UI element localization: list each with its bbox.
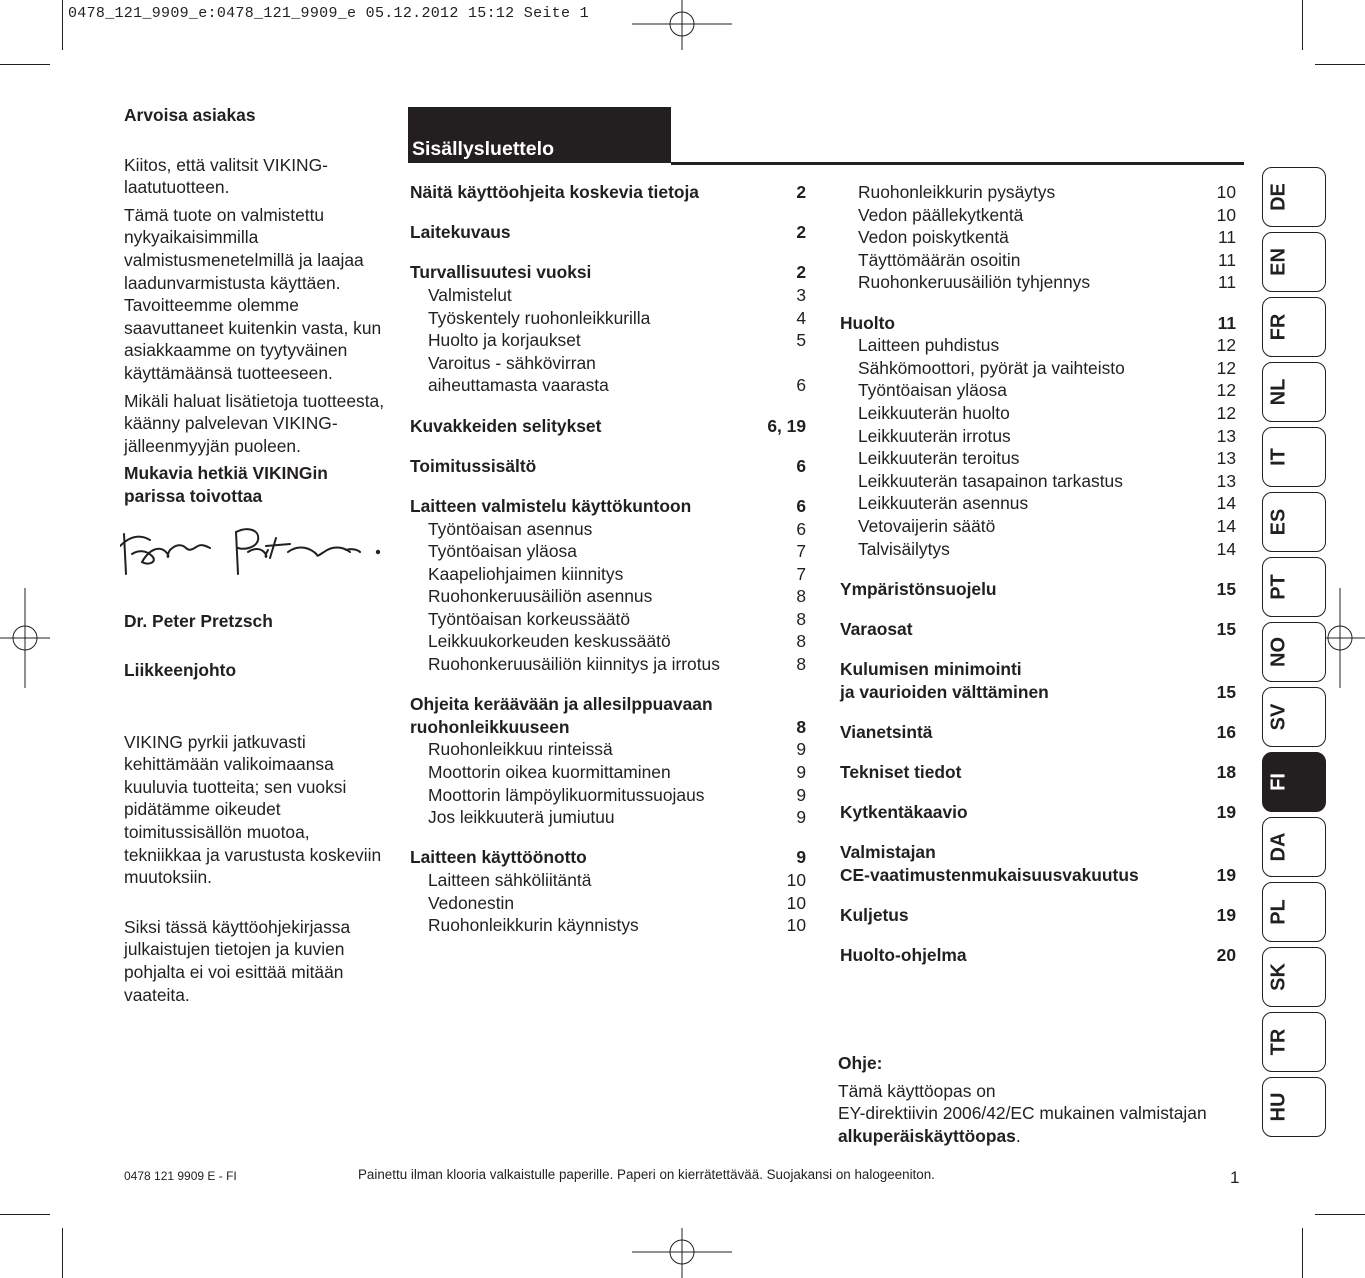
toc-section — [410, 846, 806, 936]
toc-page-number — [776, 693, 806, 716]
toc-entry[interactable] — [840, 425, 1236, 448]
language-tab-label: IT — [1267, 448, 1290, 466]
document-code: 0478 121 9909 E - FI — [124, 1169, 237, 1183]
toc-page-number: 11 — [1217, 227, 1236, 248]
toc-entry-title: Työntöaisan korkeussäätö — [428, 608, 631, 629]
toc-entry[interactable] — [840, 470, 1236, 493]
language-tab-label: NL — [1267, 378, 1290, 406]
toc-page-number: 14 — [1216, 538, 1236, 559]
toc-entry-title: Varoitus - sähkövirran — [428, 352, 596, 373]
toc-entry[interactable] — [410, 540, 806, 563]
toc-entry[interactable] — [840, 447, 1236, 470]
toc-page-number: 10 — [1216, 182, 1236, 202]
toc-page-number: 10 — [786, 892, 806, 913]
toc-entry-title: Laitteen käyttöönotto — [410, 847, 587, 868]
toc-entry[interactable] — [840, 249, 1236, 272]
toc-entry-title: Työntöaisan yläosa — [428, 541, 577, 562]
toc-page-number: 11 — [1217, 272, 1236, 293]
toc-entry-title: Ruohonleikkurin käynnistys — [428, 915, 639, 936]
toc-entry-title: Laitteen sähköliitäntä — [428, 870, 592, 890]
language-tab-label: FI — [1267, 773, 1290, 791]
toc-page-number: 10 — [786, 915, 806, 936]
intro-column — [124, 104, 386, 1011]
language-tab-sk[interactable] — [1262, 947, 1326, 1007]
toc-entry-title: Laitteen puhdistus — [858, 335, 1000, 356]
toc-entry-title: Talvisäilytys — [858, 538, 950, 559]
toc-entry-title: Huolto-ohjelma — [840, 945, 967, 966]
toc-heading[interactable] — [410, 716, 806, 739]
toc-entry-title: aiheuttamasta vaarasta — [428, 375, 609, 396]
toc-page-number: 9 — [796, 762, 806, 783]
language-tab-hu[interactable] — [1262, 1077, 1326, 1137]
language-tab-label: ES — [1267, 508, 1290, 536]
toc-page-number: 20 — [1216, 945, 1236, 966]
note-line-2: EY-direktiivin 2006/42/EC mukainen valmistajan — [838, 1103, 1207, 1124]
toc-heading[interactable] — [840, 681, 1236, 704]
toc-heading[interactable] — [840, 904, 1236, 927]
toc-heading[interactable] — [840, 841, 1236, 864]
toc-page-number: 3 — [796, 284, 806, 305]
intro-paragraph-4: VIKING pyrkii jatkuvasti kehittämään valikoimaansa kuuluvia tuotteita; sen vuoksi pidätämme oikeudet toimitussisällön muotoa, tekniikkaa ja varustusta koskeviin muutoksiin. — [124, 731, 382, 888]
toc-heading[interactable] — [840, 578, 1236, 601]
language-tab-sv[interactable] — [1262, 687, 1326, 747]
toc-page-number: 12 — [1216, 335, 1236, 356]
toc-heading[interactable] — [840, 312, 1236, 335]
page-number: 1 — [1230, 1168, 1240, 1187]
toc-entry[interactable] — [840, 357, 1236, 380]
toc-page-number: 8 — [796, 608, 806, 629]
toc-entry-title: Laitteen valmistelu käyttökuntoon — [410, 495, 692, 516]
language-tab-label: FR — [1267, 313, 1290, 341]
toc-page-number: 11 — [1217, 312, 1236, 333]
toc-column-left — [410, 181, 806, 954]
toc-section — [410, 415, 806, 438]
signer-name: Dr. Peter Pretzsch — [124, 610, 273, 631]
toc-entry-title: Moottorin lämpöylikuormitussuojaus — [428, 784, 705, 805]
toc-entry-title: Tekniset tiedot — [840, 762, 962, 783]
toc-entry[interactable] — [840, 538, 1236, 561]
toc-page-number: 19 — [1216, 802, 1236, 823]
language-tab-label: EN — [1267, 248, 1290, 276]
toc-heading[interactable] — [840, 658, 1236, 681]
toc-entry[interactable] — [840, 379, 1236, 402]
toc-section — [410, 181, 806, 204]
language-tab-pt[interactable] — [1262, 557, 1326, 617]
language-tab-no[interactable] — [1262, 622, 1326, 682]
toc-header — [408, 107, 671, 163]
toc-page-number: 18 — [1216, 762, 1236, 783]
toc-section — [840, 761, 1236, 784]
toc-heading[interactable] — [410, 693, 806, 716]
toc-page-number: 8 — [796, 586, 806, 607]
toc-entry[interactable] — [410, 914, 806, 937]
toc-page-number: 6 — [796, 495, 806, 516]
toc-heading[interactable] — [410, 495, 806, 518]
toc-page-number — [776, 352, 806, 375]
toc-heading[interactable] — [410, 846, 806, 869]
toc-title: Sisällysluettelo — [412, 138, 554, 160]
toc-page-number: 12 — [1216, 380, 1236, 401]
intro-paragraph-3: Mikäli haluat lisätietoja tuotteesta, käänny palvelevan VIKING-jälleenmyyjän puoleen. — [124, 390, 385, 456]
toc-section — [840, 578, 1236, 601]
toc-section — [840, 181, 1236, 294]
toc-entry[interactable] — [410, 374, 806, 397]
toc-section — [840, 801, 1236, 824]
toc-entry-title: Laitekuvaus — [410, 222, 511, 243]
toc-entry-title: CE-vaatimustenmukaisuusvakuutus — [840, 865, 1139, 885]
toc-heading[interactable] — [410, 261, 806, 284]
toc-entry[interactable] — [840, 515, 1236, 538]
intro-paragraph-1: Kiitos, että valitsit VIKING-laatutuotteen. — [124, 154, 328, 198]
toc-page-number — [1206, 841, 1236, 864]
toc-heading[interactable] — [410, 415, 806, 438]
toc-entry[interactable] — [840, 204, 1236, 227]
toc-entry-title: Kulumisen minimointi — [840, 659, 1022, 680]
toc-entry[interactable] — [410, 630, 806, 653]
closing-greeting: Mukavia hetkiä VIKINGin parissa toivottaa — [124, 463, 328, 506]
toc-entry-title: Valmistelut — [428, 284, 512, 305]
toc-entry[interactable] — [840, 492, 1236, 515]
toc-heading[interactable] — [410, 455, 806, 478]
intro-paragraph-5: Siksi tässä käyttöohjekirjassa julkaistujen tietojen ja kuvien pohjalta ei voi esittää mitään vaateita. — [124, 916, 351, 1005]
language-tab-nl[interactable] — [1262, 362, 1326, 422]
toc-page-number: 9 — [796, 807, 806, 828]
toc-entry-title: Työskentely ruohonleikkurilla — [428, 307, 651, 328]
intro-paragraph-2: Tämä tuote on valmistettu nykyaikaisimmilla valmistusmenetelmillä ja laajaa laadunvarmistusta käyttäen. Tavoitteemme olemme saavuttaneet kuitenkin vasta, kun asiakkaamme on tyytyväinen käyttämäänsä tuotteeseen. — [124, 204, 382, 383]
toc-entry-title: Vetovaijerin säätö — [858, 515, 996, 536]
toc-page-number: 15 — [1216, 618, 1236, 639]
toc-page-number: 11 — [1217, 249, 1236, 270]
toc-page-number: 14 — [1216, 515, 1236, 536]
toc-page-number: 13 — [1216, 448, 1236, 469]
toc-entry-title: Huolto ja korjaukset — [428, 330, 581, 351]
toc-page-number: 6, 19 — [767, 415, 806, 436]
toc-heading[interactable] — [840, 761, 1236, 784]
note-period: . — [1015, 1125, 1021, 1146]
toc-entry-title: Ruohonkeruusäiliön asennus — [428, 586, 653, 607]
toc-entry[interactable] — [840, 226, 1236, 249]
toc-entry-title: Leikkuuterän irrotus — [858, 425, 1011, 446]
toc-page-number: 10 — [1216, 204, 1236, 225]
toc-heading[interactable] — [840, 618, 1236, 641]
toc-page-number — [1206, 658, 1236, 681]
language-tab-label: HU — [1267, 1092, 1290, 1122]
toc-entry-title: Ruohonkeruusäiliön tyhjennys — [858, 272, 1091, 293]
toc-entry[interactable] — [410, 307, 806, 330]
toc-entry-title: Täyttömäärän osoitin — [858, 249, 1021, 270]
language-tab-da[interactable] — [1262, 817, 1326, 877]
language-tab-fi[interactable] — [1262, 752, 1326, 812]
language-tab-label: DA — [1267, 832, 1290, 862]
language-tab-en[interactable] — [1262, 232, 1326, 292]
toc-entry-title: Moottorin oikea kuormittaminen — [428, 762, 671, 783]
toc-entry-title: Vedon päällekytkentä — [858, 204, 1024, 225]
language-tab-fr[interactable] — [1262, 297, 1326, 357]
toc-entry[interactable] — [410, 518, 806, 541]
toc-section — [840, 312, 1236, 561]
toc-entry-title: Valmistajan — [840, 842, 936, 863]
language-tab-it[interactable] — [1262, 427, 1326, 487]
toc-page-number: 4 — [796, 307, 806, 328]
toc-page-number: 9 — [796, 784, 806, 805]
toc-entry-title: Leikkuuterän asennus — [858, 493, 1029, 514]
toc-entry-title: Toimitussisältö — [410, 455, 537, 476]
toc-entry-title: Ruohonleikkuu rinteissä — [428, 739, 613, 760]
toc-section — [840, 841, 1236, 886]
toc-entry[interactable] — [410, 284, 806, 307]
toc-entry-title: Työntöaisan yläosa — [858, 380, 1007, 401]
toc-section — [840, 721, 1236, 744]
toc-entry-title: Turvallisuutesi vuoksi — [410, 262, 592, 283]
toc-page-number: 16 — [1216, 721, 1236, 742]
toc-entry-title: Huolto — [840, 312, 896, 333]
toc-entry[interactable] — [410, 653, 806, 676]
toc-entry-title: Varaosat — [840, 618, 913, 639]
toc-entry-title: Vianetsintä — [840, 721, 933, 742]
toc-page-number: 14 — [1216, 493, 1236, 514]
language-tab-es[interactable] — [1262, 492, 1326, 552]
language-tab-tr[interactable] — [1262, 1012, 1326, 1072]
toc-entry-title: Kytkentäkaavio — [840, 802, 968, 823]
toc-entry[interactable] — [840, 334, 1236, 357]
toc-heading[interactable] — [840, 801, 1236, 824]
toc-page-number: 8 — [796, 631, 806, 652]
toc-page-number: 8 — [796, 654, 806, 675]
toc-entry[interactable] — [410, 761, 806, 784]
toc-heading[interactable] — [840, 721, 1236, 744]
language-tab-label: PT — [1267, 574, 1290, 600]
toc-page-number: 13 — [1216, 425, 1236, 446]
signature-image — [120, 522, 382, 592]
toc-entry-title: Työntöaisan asennus — [428, 518, 593, 539]
toc-entry[interactable] — [410, 608, 806, 631]
toc-entry[interactable] — [410, 563, 806, 586]
toc-entry-title: Jos leikkuuterä jumiutuu — [428, 807, 615, 828]
toc-section — [410, 495, 806, 676]
toc-entry-title: ruohonleikkuuseen — [410, 716, 570, 737]
language-tab-label: SV — [1267, 703, 1290, 731]
language-tab-label: SK — [1267, 963, 1290, 991]
toc-entry-title: Vedon poiskytkentä — [858, 227, 1009, 248]
toc-entry[interactable] — [410, 892, 806, 915]
toc-page-number: 7 — [796, 563, 806, 584]
toc-page-number: 12 — [1216, 357, 1236, 378]
toc-entry-title: ja vaurioiden välttäminen — [840, 681, 1049, 702]
toc-entry[interactable] — [410, 352, 806, 375]
toc-page-number: 10 — [786, 870, 806, 890]
toc-page-number: 7 — [796, 541, 806, 562]
toc-heading[interactable] — [410, 221, 806, 244]
toc-entry-title: Ohjeita keräävään ja allesilppuavaan — [410, 694, 713, 715]
toc-section — [410, 221, 806, 244]
footer-note: Painettu ilman klooria valkaistulle paperille. Paperi on kierrätettävää. Suojakansi on halogeeniton. — [358, 1167, 935, 1182]
toc-page-number: 9 — [796, 739, 806, 760]
toc-entry[interactable] — [410, 585, 806, 608]
toc-header-rule — [671, 162, 1244, 165]
toc-heading[interactable] — [840, 864, 1236, 887]
toc-column-right — [840, 181, 1236, 985]
toc-section — [840, 618, 1236, 641]
toc-section — [410, 261, 806, 397]
greeting: Arvoisa asiakas — [124, 105, 256, 125]
toc-page-number: 12 — [1216, 402, 1236, 423]
toc-entry-title: Kuljetus — [840, 905, 909, 926]
toc-page-number: 13 — [1216, 470, 1236, 491]
toc-section — [410, 455, 806, 478]
toc-section — [840, 904, 1236, 927]
toc-section — [840, 658, 1236, 703]
toc-entry-title: Ruohonkeruusäiliön kiinnitys ja irrotus — [428, 654, 720, 675]
note-box — [838, 1052, 1248, 1147]
toc-page-number: 2 — [796, 182, 806, 202]
toc-entry-title: Leikkuuterän teroitus — [858, 448, 1020, 469]
print-slug: 0478_121_9909_e:0478_121_9909_e 05.12.2012 15:12 Seite 1 — [68, 5, 589, 22]
toc-heading[interactable] — [410, 181, 806, 204]
toc-entry-title: Kaapeliohjaimen kiinnitys — [428, 563, 624, 584]
toc-page-number: 5 — [796, 330, 806, 351]
toc-entry[interactable] — [410, 806, 806, 829]
toc-page-number: 6 — [796, 375, 806, 396]
toc-entry-title: Näitä käyttöohjeita koskevia tietoja — [410, 182, 699, 202]
toc-page-number: 15 — [1216, 681, 1236, 702]
toc-page-number: 15 — [1216, 578, 1236, 599]
note-label: Ohje: — [838, 1053, 883, 1073]
toc-page-number: 19 — [1216, 865, 1236, 885]
language-tab-label: DE — [1267, 183, 1290, 211]
toc-entry[interactable] — [410, 869, 806, 892]
toc-entry-title: Leikkuuterän huolto — [858, 402, 1010, 423]
toc-entry[interactable] — [410, 784, 806, 807]
language-tab-label: TR — [1267, 1028, 1290, 1056]
toc-page-number: 2 — [796, 222, 806, 243]
language-tab-label: PL — [1267, 899, 1290, 925]
toc-entry[interactable] — [410, 329, 806, 352]
language-tab-de[interactable] — [1262, 167, 1326, 227]
toc-entry[interactable] — [410, 738, 806, 761]
toc-entry[interactable] — [840, 402, 1236, 425]
toc-entry[interactable] — [840, 271, 1236, 294]
toc-entry-title: Ruohonleikkurin pysäytys — [858, 182, 1056, 202]
toc-entry-title: Vedonestin — [428, 892, 515, 913]
toc-page-number: 8 — [796, 716, 806, 737]
toc-page-number: 2 — [796, 262, 806, 283]
toc-entry-title: Sähkömoottori, pyörät ja vaihteisto — [858, 357, 1125, 378]
signer-role: Liikkeenjohto — [124, 660, 237, 681]
toc-entry-title: Kuvakkeiden selitykset — [410, 415, 602, 436]
note-bold-term: alkuperäiskäyttöopas — [838, 1125, 1016, 1146]
language-tab-label: NO — [1267, 637, 1290, 667]
toc-entry[interactable] — [840, 181, 1236, 204]
toc-entry-title: Ympäristönsuojelu — [840, 578, 997, 599]
toc-section — [840, 944, 1236, 967]
toc-page-number: 19 — [1216, 905, 1236, 926]
note-line-1: Tämä käyttöopas on — [838, 1080, 996, 1101]
language-tab-pl[interactable] — [1262, 882, 1326, 942]
toc-entry-title: Leikkuuterän tasapainon tarkastus — [858, 470, 1123, 491]
toc-section — [410, 693, 806, 829]
toc-page-number: 6 — [796, 455, 806, 476]
toc-entry-title: Leikkuukorkeuden keskussäätö — [428, 631, 671, 652]
toc-heading[interactable] — [840, 944, 1236, 967]
toc-page-number: 9 — [796, 847, 806, 868]
toc-page-number: 6 — [796, 518, 806, 539]
